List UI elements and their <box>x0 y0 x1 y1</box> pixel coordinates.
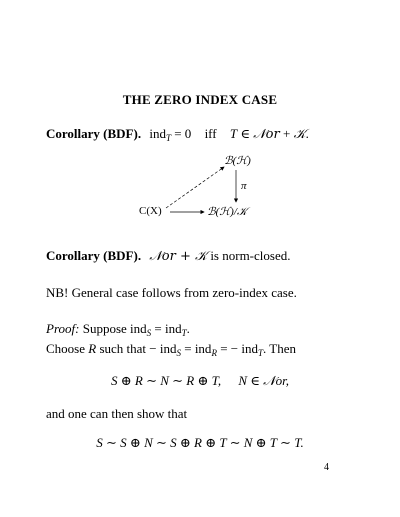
plus-symbol: + <box>282 126 291 141</box>
node-pi: π <box>241 180 247 192</box>
nor-plus-k: 𝒩or + 𝒦 <box>149 249 208 264</box>
eq-ind: = ind <box>184 341 212 356</box>
diagram-arrows <box>100 150 300 230</box>
page-number: 4 <box>324 462 329 473</box>
proof-line-2 <box>46 341 296 357</box>
minus-ind: − ind <box>149 341 177 356</box>
ind-op: ind <box>149 126 166 141</box>
sub-t: T <box>181 328 187 338</box>
node-calkin: ℬ(ℋ)/𝒦 <box>207 206 248 218</box>
node-bh: ℬ(ℋ) <box>224 155 251 167</box>
then-word: . Then <box>262 341 296 356</box>
var-r: R <box>88 341 97 356</box>
eq-zero: = 0 <box>174 126 192 141</box>
node-cx: C(X) <box>139 205 162 217</box>
eq-minus-ind: = − ind <box>220 341 258 356</box>
sub-s-2: S <box>176 348 181 358</box>
var-t: T <box>229 126 238 141</box>
period: . <box>305 126 309 141</box>
norm-closed-text: is norm-closed. <box>210 248 291 263</box>
ind-t: ind <box>165 321 182 336</box>
corollary-2 <box>46 248 290 264</box>
choose-word: Choose <box>46 341 85 356</box>
ind-s: ind <box>130 321 147 336</box>
proof-line-1 <box>46 321 190 337</box>
display-equation-1 <box>0 373 400 389</box>
in-symbol: ∈ <box>240 126 250 141</box>
suppose-word: Suppose <box>82 321 127 336</box>
page-title: THE ZERO INDEX CASE <box>122 92 278 107</box>
nb-note: NB! General case follows from zero-index case. <box>46 285 297 300</box>
nor-set: 𝒩or <box>253 127 280 142</box>
sub-t-2: T <box>257 348 263 358</box>
show-text: and one can then show that <box>46 406 188 421</box>
period: . <box>186 321 190 336</box>
equals: = <box>154 321 162 336</box>
ind-sub: T <box>165 133 171 143</box>
dashed-lift-arrow <box>166 167 224 208</box>
commutative-diagram <box>100 150 300 230</box>
sub-r: R <box>211 348 217 358</box>
equivalence-chain-1: S ⊕ R ∼ N ∼ R ⊕ T, <box>110 373 222 388</box>
corollary-2-label: Corollary (BDF). <box>46 248 142 263</box>
display-equation-2: S ∼ S ⊕ N ∼ S ⊕ R ⊕ T ∼ N ⊕ T ∼ T. <box>96 435 304 450</box>
n-condition: N ∈ 𝒩or, <box>238 373 289 388</box>
compact-set: 𝒦 <box>293 127 306 142</box>
corollary-1 <box>46 126 309 142</box>
sub-s: S <box>146 328 152 338</box>
iff-word: iff <box>204 126 217 141</box>
such-that: such that <box>99 341 147 356</box>
corollary-1-label: Corollary (BDF). <box>46 126 142 141</box>
proof-label: Proof: <box>46 321 80 336</box>
